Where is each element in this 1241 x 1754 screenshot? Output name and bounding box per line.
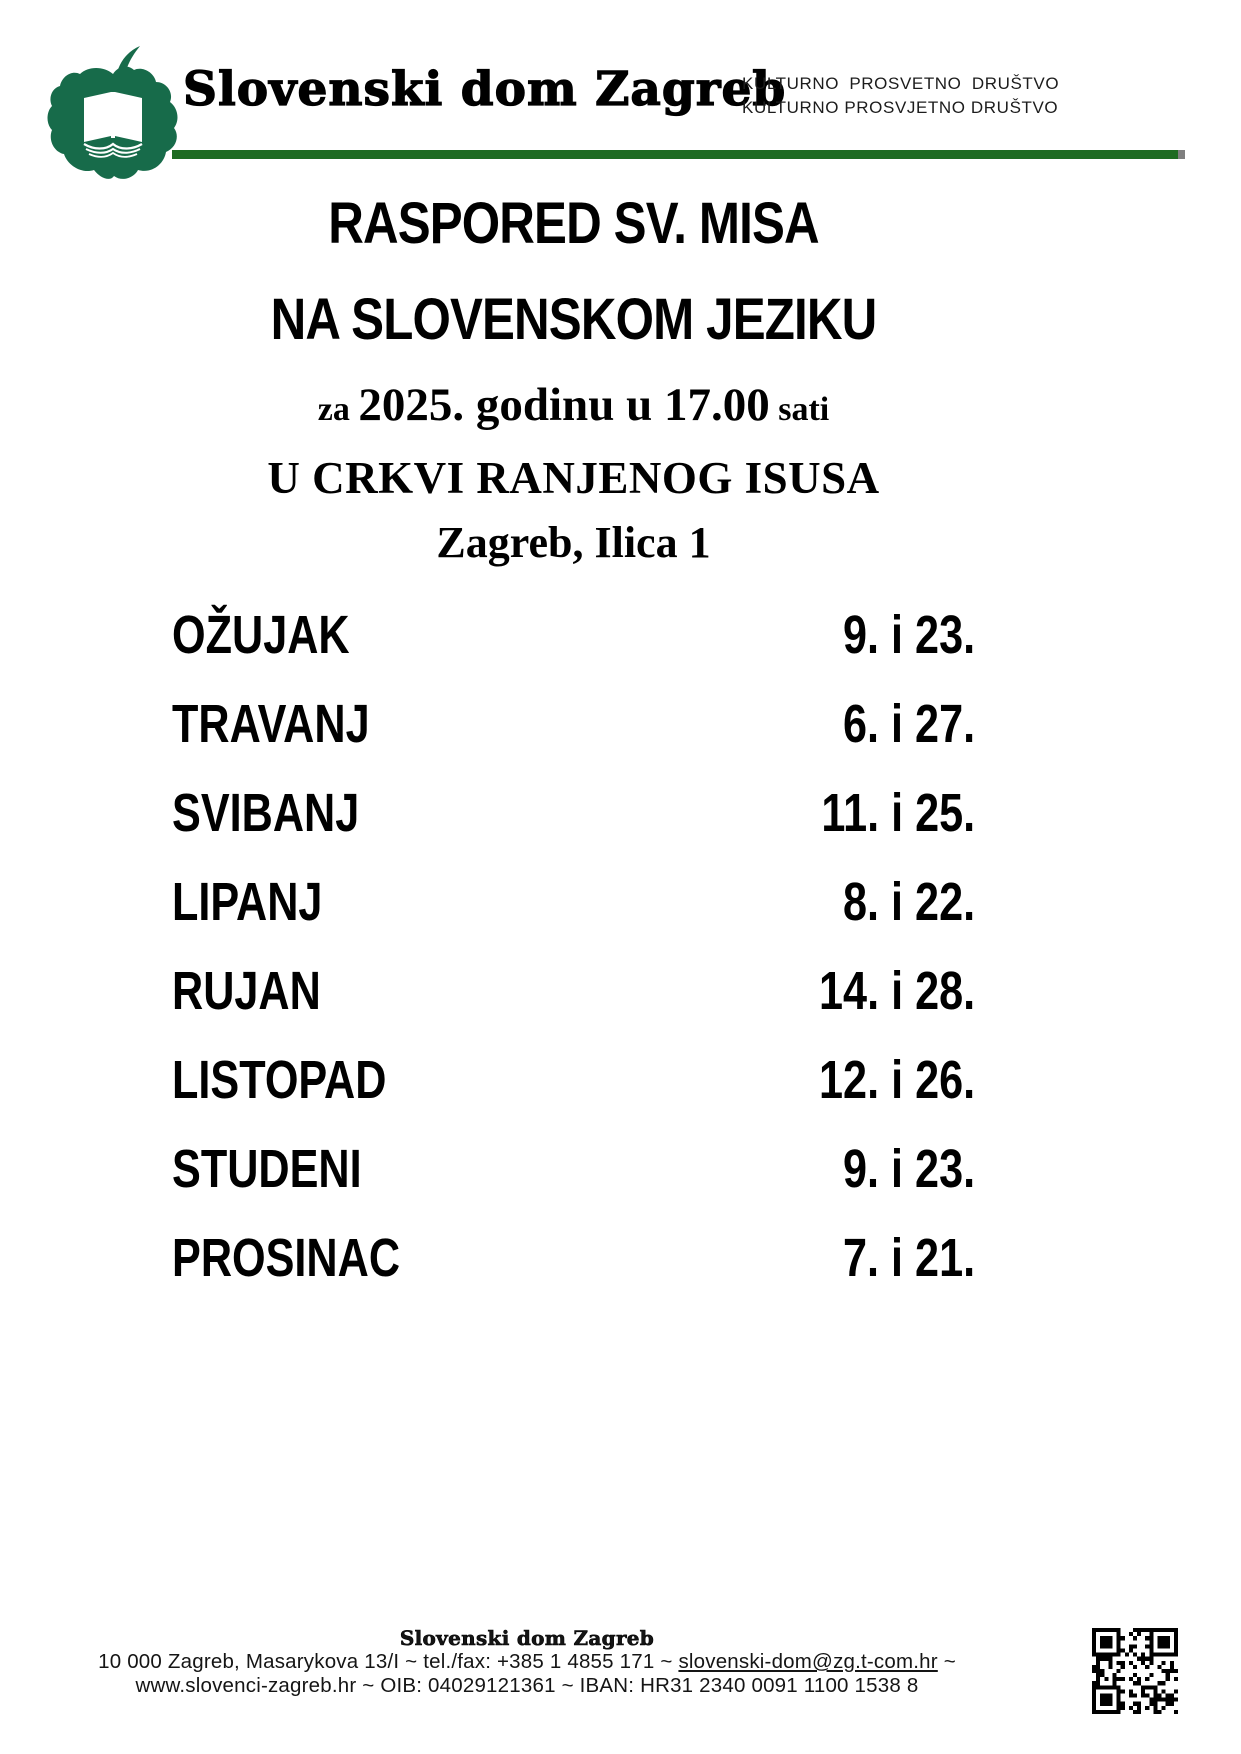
footer-email-link[interactable]: slovenski-dom@zg.t-com.hr [678,1650,938,1673]
doc-location-church: U CRKVI RANJENOG ISUSA [267,453,880,503]
footer-address-suffix: ~ [937,1650,956,1673]
month-label: LIPANJ [172,872,323,932]
qr-code-icon [1092,1628,1178,1714]
doc-location-address: Zagreb, Ilica 1 [436,518,711,567]
month-label: PROSINAC [172,1228,401,1288]
schedule-row-rujan [172,960,975,1049]
doc-subtitle [172,378,975,432]
dates-value: 12. i 26. [818,1050,975,1110]
header-divider-cap [1178,150,1185,159]
leaf-book-logo-icon [44,40,182,182]
header-divider [172,150,1178,159]
month-label: RUJAN [172,961,321,1021]
org-subtitle-slovenian: KULTURNO PROSVETNO DRUŠTVO [742,74,1060,93]
schedule-row-studeni [172,1138,975,1227]
month-label: SVIBANJ [172,783,360,843]
dates-value: 14. i 28. [818,961,975,1021]
month-label: TRAVANJ [172,694,370,754]
footer-info-line: www.slovenci-zagreb.hr ~ OIB: 04029121361 ~ IBAN: HR31 2340 0091 1100 1538 8 [135,1674,919,1697]
doc-subtitle-main: 2025. godinu u 17.00 [358,379,770,431]
schedule-row-prosinac [172,1227,975,1316]
footer-org-name: Slovenski dom Zagreb [399,1626,655,1650]
schedule-row-ozujak [172,604,975,693]
doc-title-line1: RASPORED SV. MISA [328,191,819,256]
doc-title-line2: NA SLOVENSKOM JEZIKU [270,287,877,352]
month-label: OŽUJAK [172,605,350,665]
org-title: Slovenski dom Zagreb [183,62,787,117]
schedule-row-svibanj [172,782,975,871]
footer-address-text: 10 000 Zagreb, Masarykova 13/I ~ tel./fax: +385 1 4855 171 ~ [98,1650,679,1673]
schedule-row-lipanj [172,871,975,960]
footer [0,1626,1054,1698]
month-label: STUDENI [172,1139,362,1199]
schedule-row-travanj [172,693,975,782]
dates-value: 6. i 27. [842,694,975,754]
doc-subtitle-suffix: sati [769,391,830,428]
dates-value: 7. i 21. [842,1228,975,1288]
month-label: LISTOPAD [172,1050,387,1110]
doc-subtitle-prefix: za [317,391,359,428]
schedule-row-listopad [172,1049,975,1138]
dates-value: 9. i 23. [842,605,975,665]
org-subtitle-croatian: KULTURNO PROSVJETNO DRUŠTVO [742,98,1059,117]
dates-value: 9. i 23. [842,1139,975,1199]
org-subtitle-block [742,72,1060,120]
footer-address-line [0,1650,1054,1674]
mass-schedule-list [172,604,975,1316]
dates-value: 11. i 25. [821,783,975,843]
dates-value: 8. i 22. [842,872,975,932]
